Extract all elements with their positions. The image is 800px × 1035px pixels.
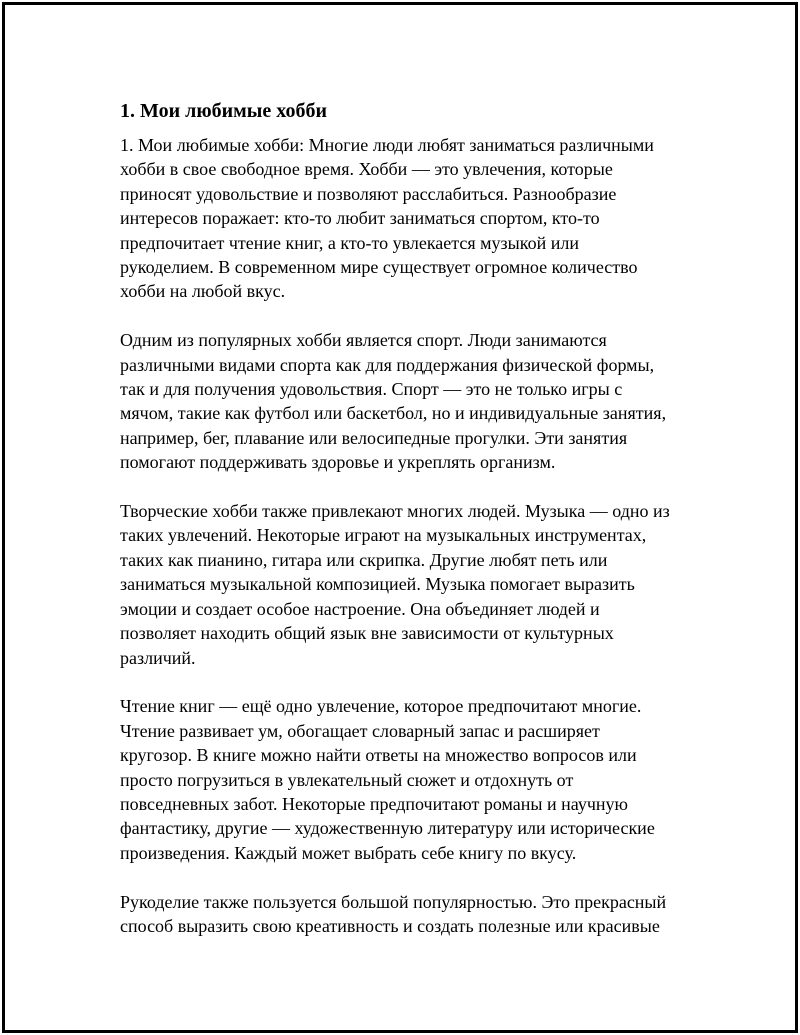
paragraph-handicraft: Рукоделие также пользуется большой популярностью. Это прекрасный способ выразить свою креативность и создать полезные или красивые — [120, 891, 667, 936]
document-heading: 1. Мои любимые хобби — [120, 100, 328, 122]
paragraph-intro: 1. Мои любимые хобби: Многие люди любят заниматься различными хобби в свое свободное время. Хобби — это увлечения, которые приносят удовольствие и позволяют расслабиться. Разнообразие интересов поражает: кто-то любит заниматься спортом, кто-то предпочитает чтение книг, а кто-то увлекается музыкой или рукоделием. В современном мире существует огромное количество хобби на любой вкус. — [120, 135, 654, 302]
paragraph-music: Творческие хобби также привлекают многих людей. Музыка — одно из таких увлечений. Некоторые играют на музыкальных инструментах, таких как пианино, гитара или скрипка. Другие любят петь или заниматься музыкальной композицией. Музыка помогает выразить эмоции и создает особое настроение. Она объединяет людей и позволяет находить общий язык вне зависимости от культурных различий. — [120, 501, 670, 668]
paragraph-reading: Чтение книг — ещё одно увлечение, которое предпочитают многие. Чтение развивает ум, обогащает словарный запас и расширяет кругозор. В книге можно найти ответы на множество вопросов или просто погрузиться в увлекательный сюжет и отдохнуть от повседневных забот. Некоторые предпочитают романы и научную фантастику, другие — художественную литературу или исторические произведения. Каждый может выбрать себе книгу по вкусу. — [120, 696, 655, 863]
document-page — [2, 2, 798, 1033]
document-body — [120, 97, 720, 963]
paragraph-sport: Одним из популярных хобби является спорт. Люди занимаются различными видами спорта как для поддержания физической формы, так и для получения удовольствия. Спорт — это не только игры с мячом, такие как футбол или баскетбол, но и индивидуальные занятия, например, бег, плавание или велосипедные прогулки. Эти занятия помогают поддерживать здоровье и укреплять организм. — [120, 330, 667, 473]
